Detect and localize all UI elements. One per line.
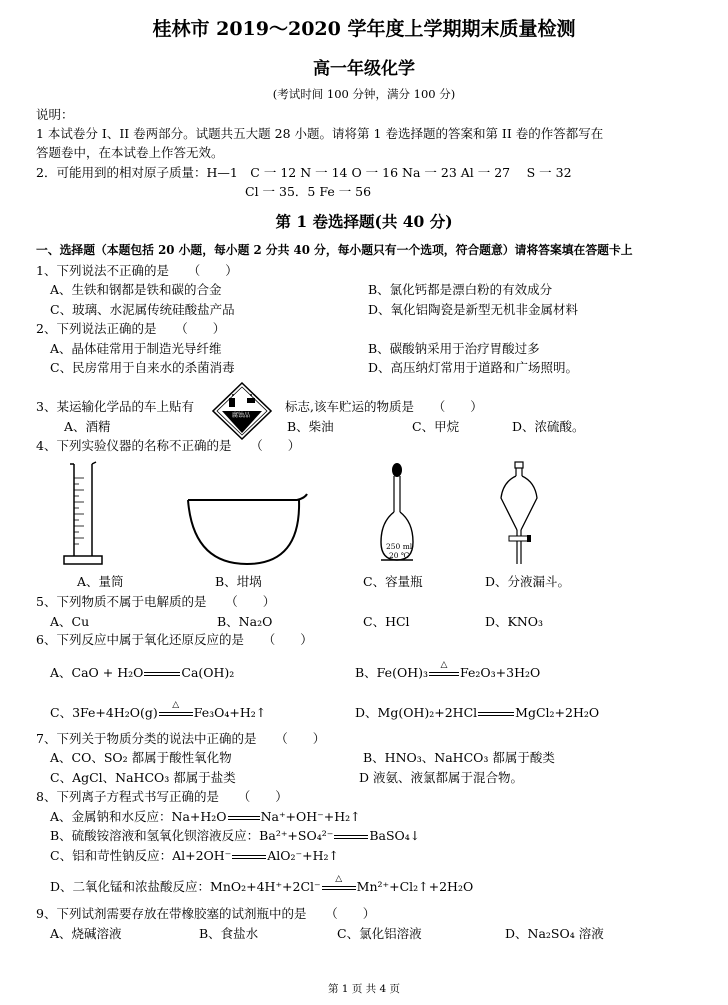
q6-b-products: Fe₂O₃+3H₂O: [460, 665, 541, 680]
equation-sign: [228, 816, 260, 820]
q8-option-b: [50, 826, 420, 844]
q9-option-d: D、Na₂SO₄ 溶液: [505, 926, 604, 941]
q5-option-a: A、Cu: [50, 614, 90, 629]
q6-a-reactants: A、CaO + H₂O: [50, 665, 144, 680]
equation-sign: [429, 659, 459, 676]
q3-option-a: A、酒精: [64, 419, 111, 434]
q9-option-a: A、烧碱溶液: [50, 926, 122, 941]
q5-option-d: D、KNO₃: [485, 614, 544, 629]
q5-option-b: B、Na₂O: [217, 614, 273, 629]
equation-sign: [159, 699, 193, 716]
q3-stem-post: 标志,该车贮运的物质是 （ ）: [285, 399, 483, 414]
q8-b-left: B、硫酸铵溶液和氢氧化钡溶液反应：Ba²⁺+SO₄²⁻: [50, 828, 334, 843]
exam-note: (考试时间 100 分钟，满分 100 分): [272, 87, 456, 101]
exam-title: 桂林市 2019～2020 学年度上学期期末质量检测: [152, 18, 576, 40]
q4-stem: 4、下列实验仪器的名称不正确的是 （ ）: [36, 438, 301, 453]
q2-option-a: A、晶体硅常用于制造光导纤维: [50, 341, 222, 356]
q1-option-d: D、氧化铝陶瓷是新型无机非金属材料: [368, 302, 579, 317]
q8-a-right: Na⁺+OH⁻+H₂↑: [260, 809, 361, 824]
heat-symbol: △: [172, 699, 180, 710]
q7-stem: 7、下列关于物质分类的说法中正确的是 （ ）: [36, 731, 326, 746]
q6-option-a: [50, 663, 234, 681]
q9-option-c: C、氯化铝溶液: [337, 926, 422, 941]
q6-option-c: [50, 699, 267, 721]
q2-option-c: C、民房常用于自来水的杀菌消毒: [50, 360, 235, 375]
crucible-evaporating-dish-image: [185, 492, 310, 568]
q1-stem: 1、下列说法不正确的是 （ ）: [36, 263, 238, 278]
q7-option-d: D 液氨、液氯都属于混合物。: [359, 770, 523, 785]
flask-temp-label: 20 ℃: [389, 551, 410, 560]
q8-option-a: [50, 807, 361, 825]
q8-b-right: BaSO₄↓: [369, 828, 421, 843]
instructions-line3: 2．可能用到的相对原子质量：H—1 C 一 12 N 一 14 O 一 16 Na 一 23 Al 一 27 S 一 32: [36, 165, 572, 180]
q6-c-reactants: C、3Fe+4H₂O(g): [50, 705, 158, 720]
q6-d-reactants: D、Mg(OH)₂+2HCl: [355, 705, 478, 720]
q3-option-c: C、甲烷: [412, 419, 460, 434]
q8-c-right: AlO₂⁻+H₂↑: [267, 848, 340, 863]
section-title: 第 1 卷选择题(共 40 分): [275, 212, 453, 231]
q1-option-c: C、玻璃、水泥属传统硅酸盐产品: [50, 302, 235, 317]
q8-c-left: C、铝和苛性钠反应：Al+2OH⁻: [50, 848, 232, 863]
q1-option-a: A、生铁和钢都是铁和碳的合金: [50, 282, 222, 297]
q4-option-d: D、分液漏斗。: [485, 574, 571, 589]
q8-option-d: [50, 873, 474, 895]
q8-a-left: A、金属钠和水反应：Na+H₂O: [50, 809, 227, 824]
equation-sign: [334, 835, 368, 839]
q6-b-reactants: B、Fe(OH)₃: [355, 665, 428, 680]
equation-sign: [232, 855, 266, 859]
q6-d-products: MgCl₂+2H₂O: [515, 705, 600, 720]
q4-option-a: A、量筒: [77, 574, 124, 589]
q5-stem: 5、下列物质不属于电解质的是 （ ）: [36, 594, 276, 609]
q2-stem: 2、下列说法正确的是 （ ）: [36, 321, 226, 336]
q4-option-b: B、坩埚: [215, 574, 262, 589]
q6-option-d: [355, 703, 599, 721]
q6-a-products: Ca(OH)₂: [181, 665, 235, 680]
heat-symbol: △: [335, 873, 343, 884]
q6-option-b: [355, 659, 541, 681]
instructions-line1: 1 本试卷分 I、II 卷两部分。试题共五大题 28 小题。请将第 1 卷选择题的答案和第 II 卷的作答都写在: [36, 126, 604, 141]
q7-option-a: A、CO、SO₂ 都属于酸性氧化物: [50, 750, 232, 765]
equation-sign: [144, 672, 180, 676]
flask-volume-label: 250 ml: [386, 542, 413, 551]
q8-stem: 8、下列离子方程式书写正确的是 （ ）: [36, 789, 288, 804]
q4-option-c: C、容量瓶: [363, 574, 423, 589]
q2-option-b: B、碳酸钠采用于治疗胃酸过多: [368, 341, 540, 356]
instructions-line4: Cl 一 35．5 Fe 一 56: [245, 184, 372, 199]
q9-option-b: B、食盐水: [199, 926, 259, 941]
q8-d-right: Mn²⁺+Cl₂↑+2H₂O: [356, 879, 474, 894]
q3-option-d: D、浓硫酸。: [512, 419, 585, 434]
q6-stem: 6、下列反应中属于氧化还原反应的是 （ ）: [36, 632, 313, 647]
q8-d-left: D、二氧化锰和浓盐酸反应：MnO₂+4H⁺+2Cl⁻: [50, 879, 321, 894]
q3-option-b: B、柴油: [287, 419, 334, 434]
q8-option-c: [50, 846, 339, 864]
instructions-label: 说明：: [36, 107, 74, 122]
q5-option-c: C、HCl: [363, 614, 410, 629]
q1-option-b: B、氯化钙都是漂白粉的有效成分: [368, 282, 553, 297]
q9-stem: 9、下列试剂需要存放在带橡胶塞的试剂瓶中的是 （ ）: [36, 906, 376, 921]
equation-sign: [478, 712, 514, 716]
q3-stem-pre: 3、某运输化学品的车上贴有: [36, 399, 194, 414]
exam-subtitle: 高一年级化学: [313, 59, 415, 79]
graduated-cylinder-image: [60, 460, 120, 568]
equation-sign: [322, 873, 356, 890]
corrosive-label: 腐蚀品: [232, 412, 251, 419]
section-instructions: 一、选择题（本题包括 20 小题，每小题 2 分共 40 分，每小题只有一个选项，符合题意）请将答案填在答题卡上: [36, 243, 633, 257]
instructions-line2: 答题卷中，在本试卷上作答无效。: [36, 145, 224, 160]
q7-option-c: C、AgCl、NaHCO₃ 都属于盐类: [50, 770, 236, 785]
heat-symbol: △: [440, 659, 448, 670]
q7-option-b: B、HNO₃、NaHCO₃ 都属于酸类: [363, 750, 555, 765]
separatory-funnel-image: [495, 460, 545, 570]
q2-option-d: D、高压纳灯常用于道路和广场照明。: [368, 360, 579, 375]
page-footer: 第 1 页 共 4 页: [327, 983, 401, 995]
q6-c-products: Fe₃O₄+H₂↑: [193, 705, 267, 720]
